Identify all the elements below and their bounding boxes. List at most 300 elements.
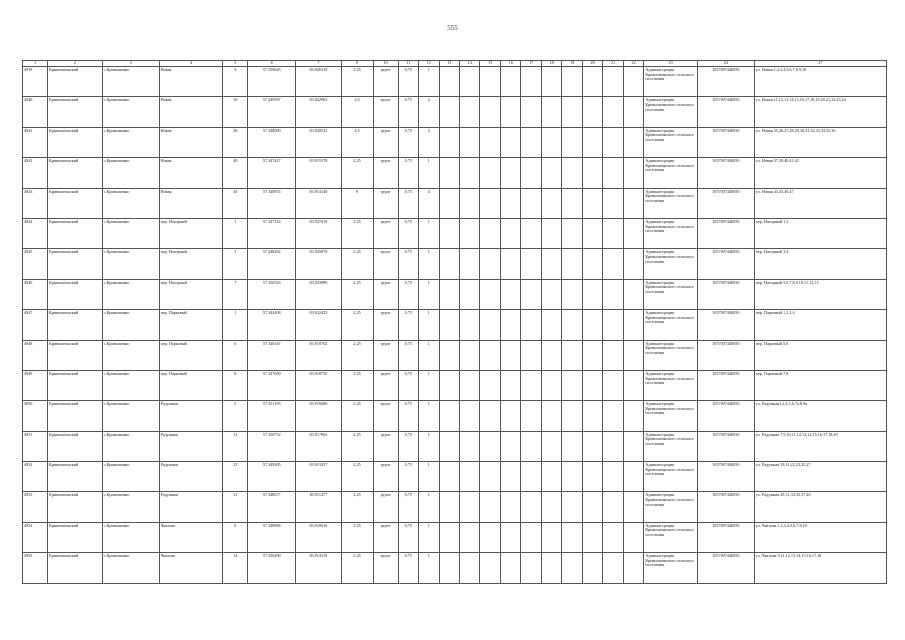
cell-empty bbox=[500, 97, 520, 127]
cell-num: 4948 bbox=[23, 340, 48, 370]
cell-ogrn: 1057007440050 bbox=[697, 249, 754, 279]
cell-empty bbox=[541, 218, 561, 248]
cell-count: 1 bbox=[419, 158, 439, 188]
cell-lon: 83.913357 bbox=[296, 462, 342, 492]
cell-count: 1 bbox=[419, 340, 439, 370]
cell-empty bbox=[500, 340, 520, 370]
cell-street: Радужная bbox=[159, 401, 223, 431]
cell-surface: грунт bbox=[373, 97, 398, 127]
cell-count: 1 bbox=[419, 218, 439, 248]
cell-locality: с.Кривошеино bbox=[102, 97, 159, 127]
cell-volume: 0,75 bbox=[398, 310, 418, 340]
cell-empty bbox=[439, 310, 459, 340]
cell-empty bbox=[541, 462, 561, 492]
cell-empty bbox=[562, 401, 582, 431]
cell-area: 2,25 bbox=[341, 522, 373, 552]
cell-empty bbox=[460, 431, 480, 461]
cell-ogrn: 1057007440050 bbox=[697, 188, 754, 218]
cell-empty bbox=[582, 310, 602, 340]
cell-empty bbox=[582, 401, 602, 431]
cell-note: ул. Чкалова 9,11,12,13,14,15,16,17,18 bbox=[754, 553, 886, 583]
cell-empty bbox=[562, 97, 582, 127]
cell-lat: 57.350490 bbox=[248, 553, 296, 583]
column-header: 12 bbox=[419, 61, 439, 67]
cell-lon: 83.919702 bbox=[296, 340, 342, 370]
cell-empty bbox=[562, 249, 582, 279]
column-header: 5 bbox=[223, 61, 248, 67]
cell-empty bbox=[439, 492, 459, 522]
cell-volume: 0,75 bbox=[398, 340, 418, 370]
cell-area: 4,5 bbox=[341, 97, 373, 127]
cell-owner: Администрация Кривошеинского сельского поселения bbox=[644, 431, 698, 461]
cell-street: пер. Парковый bbox=[159, 370, 223, 400]
cell-empty bbox=[623, 431, 643, 461]
cell-empty bbox=[500, 218, 520, 248]
cell-count: 1 bbox=[419, 310, 439, 340]
cell-empty bbox=[603, 188, 623, 218]
cell-ogrn: 1057007440050 bbox=[697, 522, 754, 552]
cell-street: Новая bbox=[159, 188, 223, 218]
cell-empty bbox=[460, 370, 480, 400]
cell-house: 45 bbox=[223, 188, 248, 218]
table-body bbox=[23, 67, 887, 584]
column-header: 19 bbox=[562, 61, 582, 67]
cell-district: Кривошеинский bbox=[48, 522, 103, 552]
cell-count: 2 bbox=[419, 97, 439, 127]
registry-table bbox=[22, 60, 887, 584]
table-row bbox=[23, 492, 887, 522]
cell-note: пер. Нагорный 5,6,7,8,9,10,11,12,13 bbox=[754, 279, 886, 309]
cell-street: пер. Нагорный bbox=[159, 249, 223, 279]
cell-locality: с.Кривошеино bbox=[102, 127, 159, 157]
page-number: 555 bbox=[447, 24, 458, 32]
cell-empty bbox=[603, 279, 623, 309]
cell-district: Кривошеинский bbox=[48, 431, 103, 461]
table-row bbox=[23, 370, 887, 400]
cell-empty bbox=[582, 431, 602, 461]
cell-locality: с.Кривошеино bbox=[102, 370, 159, 400]
cell-empty bbox=[500, 310, 520, 340]
cell-note: ул. Чкалова 1,2,3,4,5,6,7,8,10 bbox=[754, 522, 886, 552]
cell-empty bbox=[541, 340, 561, 370]
cell-surface: грунт bbox=[373, 310, 398, 340]
cell-empty bbox=[541, 249, 561, 279]
cell-count: 1 bbox=[419, 279, 439, 309]
cell-empty bbox=[562, 492, 582, 522]
cell-surface: грунт bbox=[373, 370, 398, 400]
cell-ogrn: 1057007440050 bbox=[697, 158, 754, 188]
cell-empty bbox=[541, 158, 561, 188]
cell-area: 4,5 bbox=[341, 127, 373, 157]
cell-empty bbox=[439, 97, 459, 127]
cell-empty bbox=[623, 310, 643, 340]
cell-street: пер. Парковый bbox=[159, 310, 223, 340]
cell-empty bbox=[623, 492, 643, 522]
cell-note: ул. Новая 43,45,46,47 bbox=[754, 188, 886, 218]
table-row bbox=[23, 218, 887, 248]
cell-empty bbox=[500, 67, 520, 97]
cell-volume: 0,75 bbox=[398, 522, 418, 552]
cell-volume: 0,75 bbox=[398, 249, 418, 279]
table-row bbox=[23, 522, 887, 552]
cell-note: пер. Нагорный 1,2 bbox=[754, 218, 886, 248]
cell-empty bbox=[603, 67, 623, 97]
cell-empty bbox=[480, 97, 500, 127]
cell-empty bbox=[439, 553, 459, 583]
cell-district: Кривошеинский bbox=[48, 310, 103, 340]
cell-count: 1 bbox=[419, 370, 439, 400]
cell-empty bbox=[439, 370, 459, 400]
cell-empty bbox=[480, 188, 500, 218]
cell-empty bbox=[500, 188, 520, 218]
cell-lat: 57.348677 bbox=[248, 492, 296, 522]
cell-empty bbox=[623, 67, 643, 97]
cell-owner: Администрация Кривошеинского сельского поселения bbox=[644, 401, 698, 431]
cell-empty bbox=[623, 158, 643, 188]
cell-owner: Администрация Кривошеинского сельского поселения bbox=[644, 97, 698, 127]
cell-lon: 83.922903 bbox=[296, 97, 342, 127]
cell-empty bbox=[541, 127, 561, 157]
cell-empty bbox=[623, 401, 643, 431]
cell-empty bbox=[439, 340, 459, 370]
cell-locality: с.Кривошеино bbox=[102, 158, 159, 188]
cell-lon: 83.923989 bbox=[296, 279, 342, 309]
cell-empty bbox=[500, 401, 520, 431]
cell-empty bbox=[500, 279, 520, 309]
cell-locality: с.Кривошеино bbox=[102, 279, 159, 309]
cell-note: пер. Нагорный 3,4 bbox=[754, 249, 886, 279]
cell-empty bbox=[500, 553, 520, 583]
cell-lat: 57.349597 bbox=[248, 97, 296, 127]
cell-district: Кривошеинский bbox=[48, 127, 103, 157]
cell-district: Кривошеинский bbox=[48, 462, 103, 492]
cell-empty bbox=[439, 279, 459, 309]
cell-empty bbox=[623, 462, 643, 492]
column-header: 11 bbox=[398, 61, 418, 67]
cell-volume: 0,75 bbox=[398, 67, 418, 97]
cell-lat: 57.350543 bbox=[248, 279, 296, 309]
cell-empty bbox=[521, 249, 541, 279]
cell-street: Новая bbox=[159, 97, 223, 127]
cell-surface: грунт bbox=[373, 158, 398, 188]
cell-empty bbox=[480, 431, 500, 461]
cell-volume: 0,75 bbox=[398, 492, 418, 522]
cell-num: 4941 bbox=[23, 127, 48, 157]
column-header: 2 bbox=[48, 61, 103, 67]
cell-lon: 83.922425 bbox=[296, 310, 342, 340]
cell-note: ул. Радужная 7,9,10,11,12,13,14,15,16,17,18,20 bbox=[754, 431, 886, 461]
cell-count: 1 bbox=[419, 462, 439, 492]
cell-ogrn: 1057007440050 bbox=[697, 279, 754, 309]
cell-empty bbox=[582, 218, 602, 248]
cell-note: пер. Парковый 7,8 bbox=[754, 370, 886, 400]
cell-note: ул. Новая 25,26,27,28,29,30,31,32,33,34,35,36 bbox=[754, 127, 886, 157]
cell-owner: Администрация Кривошеинского сельского поселения bbox=[644, 553, 698, 583]
cell-ogrn: 1057007440050 bbox=[697, 218, 754, 248]
cell-owner: Администрация Кривошеинского сельского поселения bbox=[644, 158, 698, 188]
cell-house: 14 bbox=[223, 553, 248, 583]
cell-surface: грунт bbox=[373, 279, 398, 309]
cell-volume: 0,75 bbox=[398, 279, 418, 309]
cell-empty bbox=[623, 340, 643, 370]
cell-empty bbox=[521, 97, 541, 127]
cell-num: 4940 bbox=[23, 97, 48, 127]
cell-lat: 57.350752 bbox=[248, 431, 296, 461]
table-row bbox=[23, 340, 887, 370]
cell-street: Новая bbox=[159, 67, 223, 97]
cell-street: пер. Парковый bbox=[159, 340, 223, 370]
cell-empty bbox=[439, 522, 459, 552]
column-header: 13 bbox=[439, 61, 459, 67]
cell-district: Кривошеинский bbox=[48, 218, 103, 248]
cell-empty bbox=[582, 522, 602, 552]
cell-count: 2 bbox=[419, 127, 439, 157]
cell-note: пер. Парковый 1,2,3,4 bbox=[754, 310, 886, 340]
cell-area: 2,25 bbox=[341, 158, 373, 188]
cell-empty bbox=[623, 218, 643, 248]
cell-ogrn: 1057007440050 bbox=[697, 553, 754, 583]
cell-empty bbox=[460, 401, 480, 431]
column-header: 6 bbox=[248, 61, 296, 67]
cell-empty bbox=[480, 218, 500, 248]
cell-area: 2,25 bbox=[341, 492, 373, 522]
cell-empty bbox=[500, 522, 520, 552]
cell-num: 4953 bbox=[23, 492, 48, 522]
cell-empty bbox=[603, 158, 623, 188]
cell-lat: 57.347427 bbox=[248, 158, 296, 188]
table-row bbox=[23, 279, 887, 309]
cell-lon: 83.920522 bbox=[296, 127, 342, 157]
cell-volume: 0,75 bbox=[398, 370, 418, 400]
cell-empty bbox=[541, 401, 561, 431]
column-header: 22 bbox=[623, 61, 643, 67]
cell-empty bbox=[623, 279, 643, 309]
cell-area: 2,25 bbox=[341, 310, 373, 340]
cell-ogrn: 1057007440050 bbox=[697, 431, 754, 461]
cell-surface: грунт bbox=[373, 188, 398, 218]
cell-empty bbox=[582, 492, 602, 522]
column-header: 9 bbox=[341, 61, 373, 67]
cell-lon: 83.914119 bbox=[296, 553, 342, 583]
cell-empty bbox=[623, 188, 643, 218]
cell-lat: 57.351195 bbox=[248, 401, 296, 431]
cell-volume: 0,75 bbox=[398, 97, 418, 127]
cell-ogrn: 1057007440050 bbox=[697, 492, 754, 522]
column-header: 14 bbox=[460, 61, 480, 67]
cell-empty bbox=[603, 431, 623, 461]
cell-empty bbox=[460, 462, 480, 492]
cell-count: 1 bbox=[419, 401, 439, 431]
cell-surface: грунт bbox=[373, 492, 398, 522]
cell-owner: Администрация Кривошеинского сельского поселения bbox=[644, 188, 698, 218]
cell-empty bbox=[480, 127, 500, 157]
cell-empty bbox=[521, 492, 541, 522]
cell-empty bbox=[439, 431, 459, 461]
cell-ogrn: 1057007440050 bbox=[697, 97, 754, 127]
cell-owner: Администрация Кривошеинского сельского поселения bbox=[644, 279, 698, 309]
cell-empty bbox=[582, 340, 602, 370]
cell-empty bbox=[562, 370, 582, 400]
table-row bbox=[23, 249, 887, 279]
cell-lat: 57.344408 bbox=[248, 310, 296, 340]
cell-locality: с.Кривошеино bbox=[102, 401, 159, 431]
cell-volume: 0,75 bbox=[398, 158, 418, 188]
cell-empty bbox=[623, 97, 643, 127]
cell-district: Кривошеинский bbox=[48, 340, 103, 370]
cell-area: 2,25 bbox=[341, 553, 373, 583]
cell-volume: 0,75 bbox=[398, 431, 418, 461]
cell-count: 1 bbox=[419, 553, 439, 583]
cell-empty bbox=[460, 249, 480, 279]
cell-street: Новая bbox=[159, 127, 223, 157]
column-header: 7 bbox=[296, 61, 342, 67]
cell-volume: 0,75 bbox=[398, 553, 418, 583]
cell-locality: с.Кривошеино bbox=[102, 431, 159, 461]
cell-empty bbox=[541, 553, 561, 583]
cell-empty bbox=[582, 158, 602, 188]
cell-empty bbox=[521, 218, 541, 248]
cell-surface: грунт bbox=[373, 431, 398, 461]
cell-empty bbox=[562, 158, 582, 188]
cell-note: ул. Новая 1,2,3,4,5,6,7,8,9,10 bbox=[754, 67, 886, 97]
cell-lat: 57.349305 bbox=[248, 462, 296, 492]
cell-lat: 57.346874 bbox=[248, 188, 296, 218]
cell-owner: Администрация Кривошеинского сельского поселения bbox=[644, 522, 698, 552]
table-row bbox=[23, 431, 887, 461]
cell-area: 9 bbox=[341, 188, 373, 218]
cell-empty bbox=[582, 97, 602, 127]
cell-empty bbox=[500, 127, 520, 157]
cell-empty bbox=[623, 522, 643, 552]
cell-ogrn: 1057007440050 bbox=[697, 401, 754, 431]
cell-empty bbox=[521, 279, 541, 309]
cell-district: Кривошеинский bbox=[48, 158, 103, 188]
column-header: 23 bbox=[644, 61, 698, 67]
cell-empty bbox=[603, 553, 623, 583]
cell-empty bbox=[603, 370, 623, 400]
cell-empty bbox=[603, 218, 623, 248]
cell-locality: с.Кривошеино bbox=[102, 462, 159, 492]
cell-area: 2,25 bbox=[341, 340, 373, 370]
cell-house: 23 bbox=[223, 462, 248, 492]
cell-empty bbox=[623, 553, 643, 583]
cell-lon: 83.927019 bbox=[296, 218, 342, 248]
cell-district: Кривошеинский bbox=[48, 370, 103, 400]
table-row bbox=[23, 97, 887, 127]
cell-lon: 83.926318 bbox=[296, 67, 342, 97]
cell-empty bbox=[439, 158, 459, 188]
cell-count: 1 bbox=[419, 67, 439, 97]
cell-empty bbox=[439, 127, 459, 157]
cell-volume: 0,75 bbox=[398, 188, 418, 218]
cell-empty bbox=[480, 462, 500, 492]
cell-empty bbox=[439, 249, 459, 279]
cell-empty bbox=[460, 522, 480, 552]
cell-house: 6 bbox=[223, 340, 248, 370]
cell-lon: 83.910616 bbox=[296, 522, 342, 552]
cell-empty bbox=[541, 67, 561, 97]
cell-empty bbox=[439, 218, 459, 248]
cell-surface: грунт bbox=[373, 522, 398, 552]
cell-empty bbox=[521, 431, 541, 461]
cell-empty bbox=[460, 279, 480, 309]
cell-empty bbox=[603, 340, 623, 370]
cell-num: 4943 bbox=[23, 188, 48, 218]
cell-empty bbox=[603, 127, 623, 157]
cell-owner: Администрация Кривошеинского сельского поселения bbox=[644, 218, 698, 248]
cell-street: Радужная bbox=[159, 431, 223, 461]
cell-area: 2,25 bbox=[341, 370, 373, 400]
cell-empty bbox=[562, 218, 582, 248]
cell-volume: 0,75 bbox=[398, 462, 418, 492]
cell-empty bbox=[439, 188, 459, 218]
cell-volume: 0,75 bbox=[398, 218, 418, 248]
cell-empty bbox=[562, 310, 582, 340]
cell-lat: 57.350645 bbox=[248, 67, 296, 97]
cell-empty bbox=[460, 492, 480, 522]
cell-owner: Администрация Кривошеинского сельского поселения bbox=[644, 127, 698, 157]
table-row bbox=[23, 553, 887, 583]
cell-locality: с.Кривошеино bbox=[102, 249, 159, 279]
cell-empty bbox=[562, 553, 582, 583]
cell-empty bbox=[521, 370, 541, 400]
cell-empty bbox=[603, 249, 623, 279]
table-row bbox=[23, 188, 887, 218]
cell-empty bbox=[541, 279, 561, 309]
cell-empty bbox=[460, 553, 480, 583]
column-header: 10 bbox=[373, 61, 398, 67]
cell-empty bbox=[480, 522, 500, 552]
cell-empty bbox=[500, 158, 520, 188]
cell-empty bbox=[623, 370, 643, 400]
column-header: 21 bbox=[603, 61, 623, 67]
cell-owner: Администрация Кривошеинского сельского поселения bbox=[644, 340, 698, 370]
cell-house: 16 bbox=[223, 97, 248, 127]
cell-count: 1 bbox=[419, 249, 439, 279]
cell-empty bbox=[582, 370, 602, 400]
cell-empty bbox=[521, 553, 541, 583]
cell-empty bbox=[500, 462, 520, 492]
cell-empty bbox=[541, 188, 561, 218]
cell-empty bbox=[582, 127, 602, 157]
cell-locality: с.Кривошеино bbox=[102, 67, 159, 97]
cell-empty bbox=[582, 462, 602, 492]
cell-district: Кривошеинский bbox=[48, 279, 103, 309]
cell-empty bbox=[460, 188, 480, 218]
table-row bbox=[23, 158, 887, 188]
cell-owner: Администрация Кривошеинского сельского поселения bbox=[644, 492, 698, 522]
cell-num: 4952 bbox=[23, 462, 48, 492]
cell-street: пер. Нагорный bbox=[159, 279, 223, 309]
cell-empty bbox=[460, 127, 480, 157]
cell-lat: 57.348492 bbox=[248, 249, 296, 279]
cell-ogrn: 1057007440050 bbox=[697, 370, 754, 400]
column-header: 27 bbox=[754, 61, 886, 67]
cell-empty bbox=[541, 492, 561, 522]
cell-district: Кривошеинский bbox=[48, 249, 103, 279]
cell-num: 4945 bbox=[23, 249, 48, 279]
cell-ogrn: 1057007440050 bbox=[697, 462, 754, 492]
cell-count: 1 bbox=[419, 492, 439, 522]
cell-area: 2,25 bbox=[341, 67, 373, 97]
cell-district: Кривошеинский bbox=[48, 188, 103, 218]
cell-house: 3 bbox=[223, 249, 248, 279]
cell-locality: с.Кривошеино bbox=[102, 522, 159, 552]
cell-empty bbox=[562, 67, 582, 97]
cell-area: 2,25 bbox=[341, 218, 373, 248]
cell-volume: 0,75 bbox=[398, 401, 418, 431]
cell-lat: 57.347314 bbox=[248, 218, 296, 248]
